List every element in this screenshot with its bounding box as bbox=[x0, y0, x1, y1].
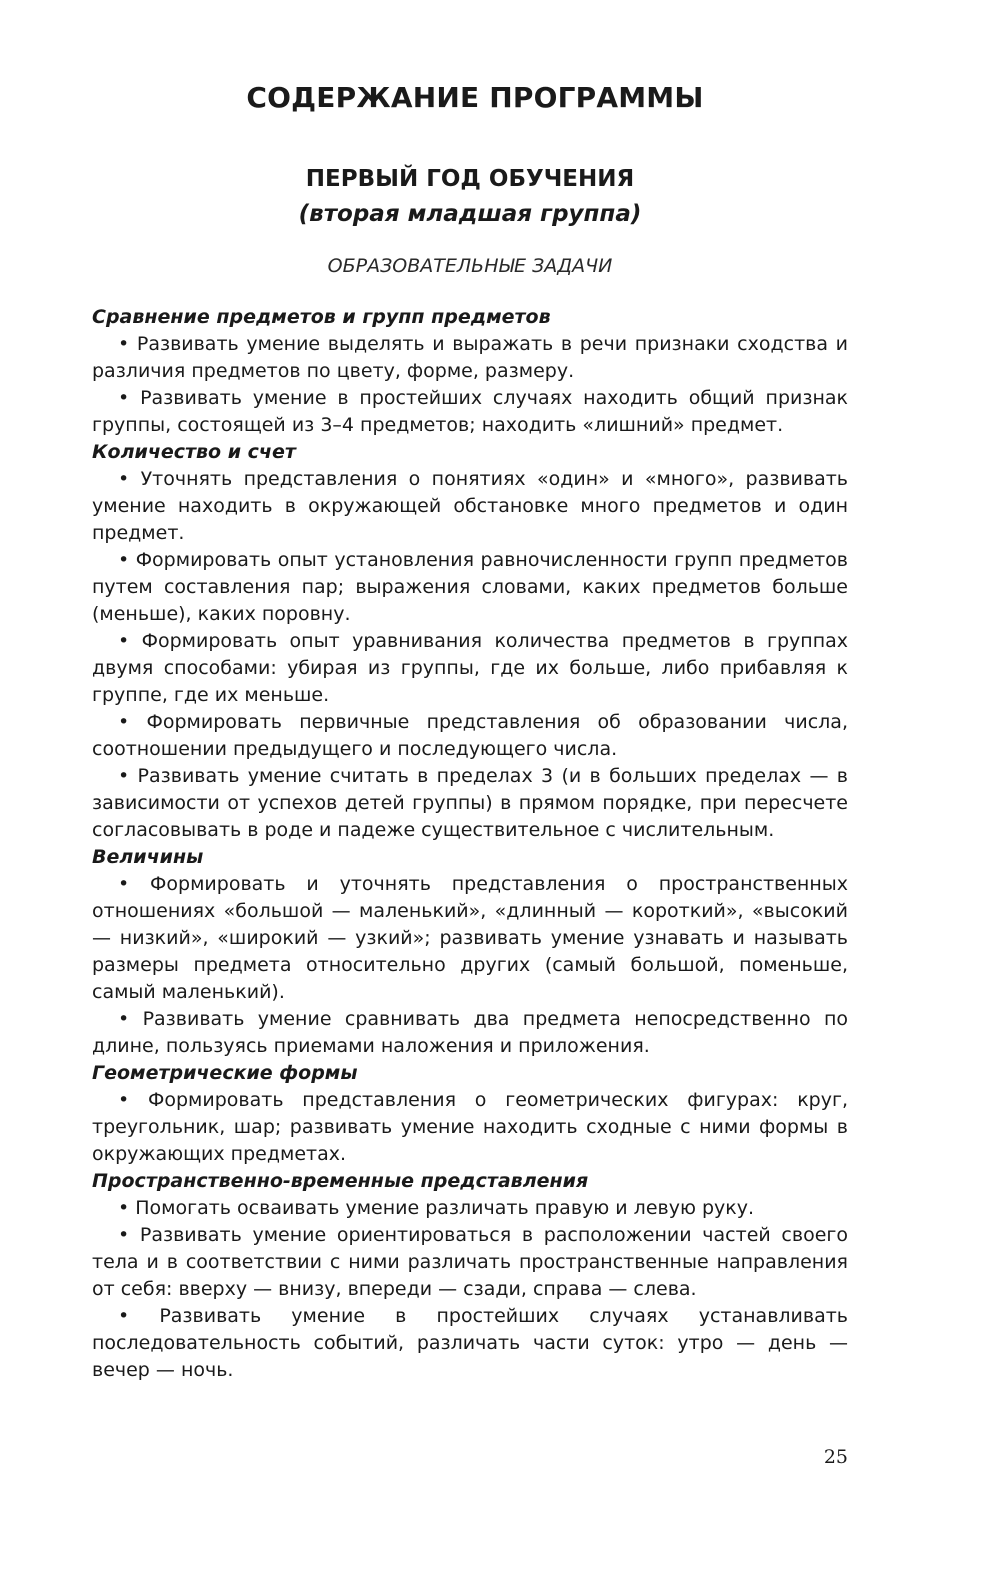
list-item: • Формировать и уточнять представления о пространственных отношениях «большой — маленький», «длинный — короткий», «высокий — низкий», «широкий — узкий»; развивать умение узнавать и называть размеры предмета относительно других (самый большой, поменьше, самый маленький). bbox=[92, 873, 848, 1003]
list-item: • Формировать первичные представления об образовании числа, соотношении предыдущего и последующего числа. bbox=[92, 711, 848, 760]
list-item: • Формировать опыт уравнивания количества предметов в группах двумя способами: убирая из группы, где их больше, либо прибавляя к группе, где их меньше. bbox=[92, 630, 848, 706]
list-item: • Развивать умение считать в пределах 3 (и в больших пределах — в зависимости от успехов детей группы) в прямом порядке, при пересчете согласовывать в роде и падеже существительное с числительным. bbox=[92, 765, 848, 841]
section-quantity bbox=[92, 439, 848, 844]
list-item: • Развивать умение выделять и выражать в речи признаки сходства и различия предметов по цвету, форме, размеру. bbox=[92, 333, 848, 382]
section-comparison bbox=[92, 304, 848, 439]
list-item: • Развивать умение сравнивать два предмета непосредственно по длине, пользуясь приемами наложения и приложения. bbox=[92, 1008, 848, 1057]
section-geometry bbox=[92, 1060, 848, 1168]
list-item: • Развивать умение в простейших случаях устанавливать последовательность событий, различать части суток: утро — день — вечер — ночь. bbox=[92, 1305, 848, 1381]
section-heading: Сравнение предметов и групп предметов bbox=[92, 306, 551, 328]
section-heading: Величины bbox=[92, 846, 204, 868]
page-content bbox=[92, 78, 848, 1384]
section-heading: Геометрические формы bbox=[92, 1062, 358, 1084]
list-item: • Формировать представления о геометрических фигурах: круг, треугольник, шар; развивать умение находить сходные с ними формы в окружающих предметах. bbox=[92, 1089, 848, 1165]
section-heading: Количество и счет bbox=[92, 441, 296, 463]
section-space-time bbox=[92, 1168, 848, 1384]
group-subtitle: (вторая младшая группа) bbox=[298, 201, 642, 227]
tasks-title: ОБРАЗОВАТЕЛЬНЫЕ ЗАДАЧИ bbox=[327, 255, 613, 277]
list-item: • Помогать осваивать умение различать правую и левую руку. bbox=[118, 1197, 755, 1219]
list-item: • Развивать умение в простейших случаях находить общий признак группы, состоящей из 3–4 предметов; находить «лишний» предмет. bbox=[92, 387, 848, 436]
list-item: • Развивать умение ориентироваться в расположении частей своего тела и в соответствии с ними различать пространственные направления от себя: вверху — внизу, впереди — сзади, справа — слева. bbox=[92, 1224, 848, 1300]
section-magnitudes bbox=[92, 844, 848, 1060]
list-item: • Формировать опыт установления равночисленности групп предметов путем составления пар; выражения словами, каких предметов больше (меньше), каких поровну. bbox=[92, 549, 848, 625]
section-heading: Пространственно-временные представления bbox=[92, 1170, 589, 1192]
year-title: ПЕРВЫЙ ГОД ОБУЧЕНИЯ bbox=[305, 166, 635, 192]
page-number: 25 bbox=[823, 1446, 848, 1468]
page-title: СОДЕРЖАНИЕ ПРОГРАММЫ bbox=[246, 81, 704, 114]
list-item: • Уточнять представления о понятиях «один» и «много», развивать умение находить в окружающей обстановке много предметов и один предмет. bbox=[92, 468, 848, 544]
